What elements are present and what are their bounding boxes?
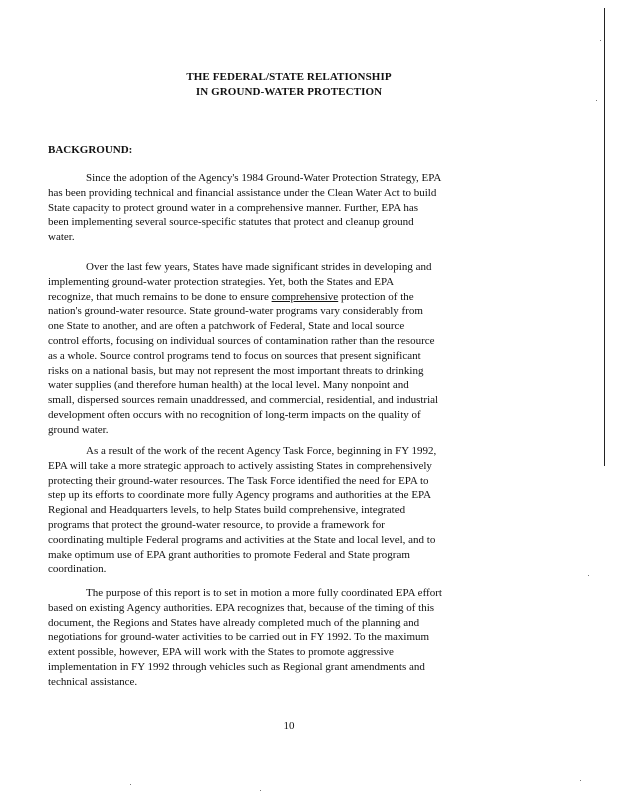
paragraph-line: EPA will take a more strategic approach to actively assisting States in comprehensively — [48, 459, 432, 472]
scan-edge-line — [604, 8, 605, 466]
paragraph-line: Since the adoption of the Agency's 1984 Ground-Water Protection Strategy, EPA — [86, 172, 442, 184]
paragraph-2 — [48, 260, 526, 438]
paragraph-line: water supplies (and therefore human health) at the local level. Many nonpoint and — [48, 379, 409, 392]
text-run: recognize, that much remains to be done to ensure — [48, 290, 272, 303]
paragraph-line: step up its efforts to coordinate more fully Agency programs and authorities at the EPA — [48, 489, 432, 502]
scan-speck — [596, 100, 597, 101]
paragraph-line: nation's ground-water resource. State ground-water programs vary considerably from — [48, 305, 423, 318]
paragraph-line: control efforts, focusing on individual sources of contamination rather than the resource — [48, 334, 435, 347]
scan-speck — [130, 784, 131, 785]
paragraph-line: ground water. — [48, 423, 109, 436]
paragraph-line: has been providing technical and financial assistance under the Clean Water Act to build — [48, 186, 437, 199]
paragraph-line: development often occurs with no recognition of long-term impacts on the quality of — [48, 408, 421, 421]
underlined-word: comprehensive — [271, 290, 339, 303]
paragraph-line: extent possible, however, EPA will work with the States to promote aggressive — [48, 646, 394, 659]
scan-speck — [260, 790, 261, 791]
paragraph-1 — [48, 171, 526, 245]
scan-speck — [588, 575, 589, 576]
paragraph-line: State capacity to protect ground water in a comprehensive manner. Further, EPA has — [48, 201, 418, 214]
paragraph-line — [48, 290, 526, 305]
paragraph-line: small, dispersed sources remain unaddressed, and commercial, residential, and industrial — [48, 394, 439, 407]
paragraph-line: based on existing Agency authorities. EPA recognizes that, because of the timing of this — [48, 601, 435, 614]
paragraph-line: coordinating multiple Federal programs and activities at the State and local level, and to — [48, 533, 436, 546]
paragraph-line: been implementing several source-specific statutes that protect and cleanup ground — [48, 216, 414, 229]
paragraph-line: document, the Regions and States have already completed much of the planning and — [48, 616, 420, 629]
paragraph-line: Regional and Headquarters levels, to help States build comprehensive, integrated — [48, 504, 406, 517]
paragraph-line: programs that protect the ground-water resource, to provide a framework for — [48, 518, 385, 531]
scan-speck — [600, 40, 601, 41]
paragraph-line: risks on a national basis, but may not represent the most important threats to drinking — [48, 364, 424, 377]
paragraph-line: one State to another, and are often a patchwork of Federal, State and local source — [48, 320, 405, 333]
title-line-1: THE FEDERAL/STATE RELATIONSHIP — [186, 71, 392, 83]
paragraph-line: technical assistance. — [48, 675, 138, 688]
paragraph-line: Over the last few years, States have made significant strides in developing and — [86, 261, 432, 273]
paragraph-line: negotiations for ground-water activities to be carried out in FY 1992. To the maximum — [48, 631, 430, 644]
title-line-2: IN GROUND-WATER PROTECTION — [195, 86, 383, 98]
paragraph-line: The purpose of this report is to set in motion a more fully coordinated EPA effort — [86, 587, 442, 599]
paragraph-line: as a whole. Source control programs tend to focus on sources that present significant — [48, 349, 421, 362]
paragraph-line: implementing ground-water protection strategies. Yet, both the States and EPA — [48, 275, 395, 288]
page-number: 10 — [283, 720, 295, 732]
paragraph-line: protecting their ground-water resources. The Task Force identified the need for EPA to — [48, 474, 429, 487]
section-heading: BACKGROUND: — [48, 144, 133, 156]
paragraph-4 — [48, 586, 526, 690]
paragraph-line: make optimum use of EPA grant authorities to promote Federal and State program — [48, 548, 410, 561]
paragraph-3 — [48, 444, 526, 577]
paragraph-line: coordination. — [48, 563, 107, 576]
paragraph-line: water. — [48, 231, 75, 244]
paragraph-line: implementation in FY 1992 through vehicles such as Regional grant amendments and — [48, 660, 425, 673]
text-run: protection of the — [338, 290, 414, 303]
scan-speck — [580, 780, 581, 781]
paragraph-line: As a result of the work of the recent Agency Task Force, beginning in FY 1992, — [86, 445, 437, 457]
